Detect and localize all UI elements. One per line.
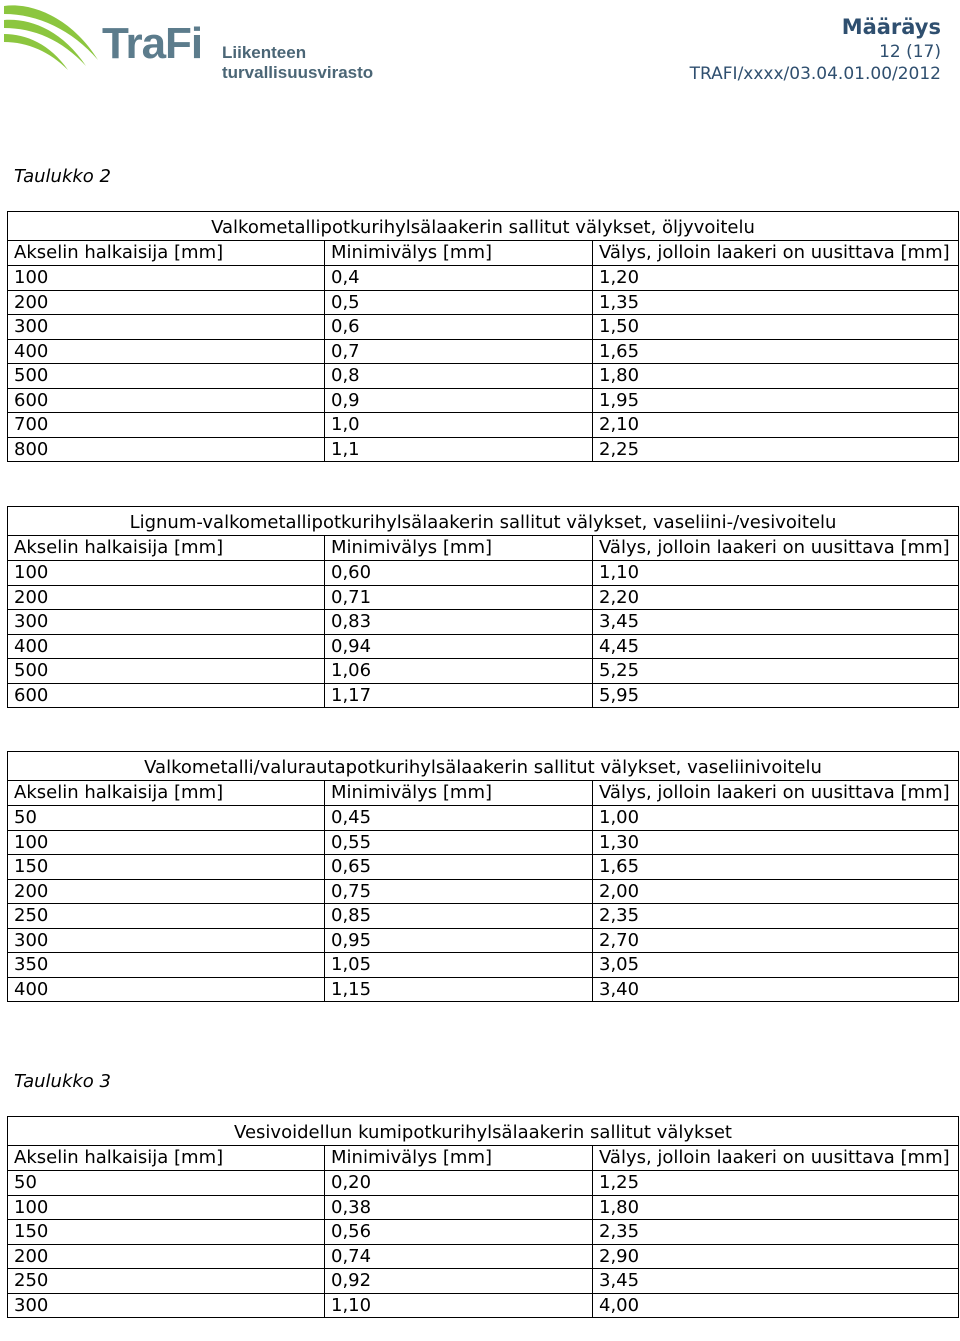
header-cell: Akselin halkaisija [mm]: [8, 781, 325, 806]
table-row: [8, 855, 959, 880]
header-cell: Minimivälys [mm]: [325, 536, 593, 561]
table-cell: 1,17: [325, 683, 593, 708]
table-cell: 1,10: [593, 561, 959, 586]
table-cell: 4,45: [593, 634, 959, 659]
table-cell: 50: [8, 806, 325, 831]
table-cell: 1,00: [593, 806, 959, 831]
table-cell: 2,00: [593, 879, 959, 904]
table-cell: 0,60: [325, 561, 593, 586]
table-caption-row: [8, 212, 959, 241]
table-row: [8, 315, 959, 340]
table-cell: 1,65: [593, 855, 959, 880]
table-row: [8, 830, 959, 855]
table-cell: 1,65: [593, 339, 959, 364]
table-row: [8, 953, 959, 978]
table-row: [8, 1244, 959, 1269]
table-cell: 0,5: [325, 290, 593, 315]
table-row: [8, 879, 959, 904]
table-row: [8, 977, 959, 1002]
table-cell: 2,25: [593, 437, 959, 462]
table-cell: 1,0: [325, 413, 593, 438]
table-cell: 0,45: [325, 806, 593, 831]
table-cell: 0,9: [325, 388, 593, 413]
table-row: [8, 904, 959, 929]
table-cell: 5,95: [593, 683, 959, 708]
document-id: TRAFI/xxxx/03.04.01.00/2012: [689, 64, 941, 84]
header-cell: Välys, jolloin laakeri on uusittava [mm]: [593, 536, 959, 561]
table-cell: 600: [8, 388, 325, 413]
table-caption: Valkometallipotkurihylsälaakerin sallitut välykset, öljyvoitelu: [8, 212, 959, 241]
table-cell: 0,38: [325, 1195, 593, 1220]
table-cell: 5,25: [593, 659, 959, 684]
table-caption: Valkometalli/valurautapotkurihylsälaakerin sallitut välykset, vaseliinivoitelu: [8, 752, 959, 781]
table-row: [8, 585, 959, 610]
table-header-row: [8, 781, 959, 806]
table-cell: 800: [8, 437, 325, 462]
table-cell: 0,83: [325, 610, 593, 635]
document-type: Määräys: [841, 15, 941, 39]
table-row: [8, 683, 959, 708]
section-label-taulukko-3: Taulukko 3: [14, 1071, 111, 1092]
table-cell: 150: [8, 855, 325, 880]
table-cell: 250: [8, 1269, 325, 1294]
table-header-row: [8, 536, 959, 561]
table-caption-row: [8, 507, 959, 536]
header-cell: Välys, jolloin laakeri on uusittava [mm]: [593, 781, 959, 806]
table-cell: 4,00: [593, 1293, 959, 1318]
table-cell: 1,80: [593, 364, 959, 389]
table-cell: 600: [8, 683, 325, 708]
table-cell: 350: [8, 953, 325, 978]
table-cell: 200: [8, 585, 325, 610]
page-number: 12 (17): [879, 42, 941, 62]
header-cell: Minimivälys [mm]: [325, 1146, 593, 1171]
table-cell: 2,20: [593, 585, 959, 610]
table-cell: 2,90: [593, 1244, 959, 1269]
table-row: [8, 290, 959, 315]
header-cell: Välys, jolloin laakeri on uusittava [mm]: [593, 1146, 959, 1171]
table-cell: 150: [8, 1220, 325, 1245]
table-cell: 1,25: [593, 1171, 959, 1196]
table-cell: 100: [8, 830, 325, 855]
table-cell: 100: [8, 266, 325, 291]
table-row: [8, 1195, 959, 1220]
table-vaseliinivoitelu: [7, 751, 959, 1002]
table-cell: 300: [8, 928, 325, 953]
table-caption: Lignum-valkometallipotkurihylsälaakerin sallitut välykset, vaseliini-/vesivoitelu: [8, 507, 959, 536]
trafi-logo: [2, 0, 442, 80]
table-cell: 1,1: [325, 437, 593, 462]
table-cell: 0,75: [325, 879, 593, 904]
table-cell: 2,10: [593, 413, 959, 438]
table-row: [8, 1171, 959, 1196]
table-cell: 300: [8, 1293, 325, 1318]
table-cell: 0,8: [325, 364, 593, 389]
table-cell: 0,6: [325, 315, 593, 340]
header-cell: Minimivälys [mm]: [325, 241, 593, 266]
table-cell: 100: [8, 1195, 325, 1220]
table-cell: 1,95: [593, 388, 959, 413]
table-row: [8, 1220, 959, 1245]
table-row: [8, 388, 959, 413]
table-cell: 0,20: [325, 1171, 593, 1196]
table-cell: 1,35: [593, 290, 959, 315]
header-cell: Akselin halkaisija [mm]: [8, 1146, 325, 1171]
table-cell: 2,35: [593, 1220, 959, 1245]
table-cell: 50: [8, 1171, 325, 1196]
table-caption-row: [8, 752, 959, 781]
table-row: [8, 437, 959, 462]
table-row: [8, 659, 959, 684]
table-cell: 2,35: [593, 904, 959, 929]
table-cell: 400: [8, 339, 325, 364]
table-cell: 200: [8, 1244, 325, 1269]
logo-name: TraFi: [102, 19, 203, 68]
table-cell: 500: [8, 659, 325, 684]
table-cell: 1,20: [593, 266, 959, 291]
table-row: [8, 634, 959, 659]
table-cell: 500: [8, 364, 325, 389]
section-label-taulukko-2: Taulukko 2: [14, 166, 111, 187]
table-row: [8, 928, 959, 953]
table-caption-row: [8, 1117, 959, 1146]
table-cell: 1,15: [325, 977, 593, 1002]
table-cell: 1,06: [325, 659, 593, 684]
table-row: [8, 339, 959, 364]
table-cell: 0,94: [325, 634, 593, 659]
table-oljyvoitelu: [7, 211, 959, 462]
table-cell: 3,05: [593, 953, 959, 978]
table-cell: 0,55: [325, 830, 593, 855]
header-cell: Minimivälys [mm]: [325, 781, 593, 806]
header-cell: Akselin halkaisija [mm]: [8, 241, 325, 266]
table-cell: 0,56: [325, 1220, 593, 1245]
table-cell: 1,80: [593, 1195, 959, 1220]
table-cell: 100: [8, 561, 325, 586]
table-caption: Vesivoidellun kumipotkurihylsälaakerin sallitut välykset: [8, 1117, 959, 1146]
table-row: [8, 1293, 959, 1318]
table-header-row: [8, 241, 959, 266]
table-row: [8, 413, 959, 438]
table-cell: 0,4: [325, 266, 593, 291]
table-row: [8, 1269, 959, 1294]
table-cell: 400: [8, 977, 325, 1002]
table-cell: 0,85: [325, 904, 593, 929]
table-cell: 700: [8, 413, 325, 438]
table-vesivoitelu: [7, 506, 959, 708]
table-row: [8, 266, 959, 291]
table-cell: 1,05: [325, 953, 593, 978]
logo-subtitle: Liikenteen turvallisuusvirasto: [222, 43, 374, 82]
table-cell: 300: [8, 315, 325, 340]
table-cell: 0,7: [325, 339, 593, 364]
table-cell: 1,50: [593, 315, 959, 340]
page-header: [0, 0, 960, 100]
trafi-swoosh-icon: [2, 0, 102, 72]
table-cell: 1,30: [593, 830, 959, 855]
table-row: [8, 610, 959, 635]
table-cell: 400: [8, 634, 325, 659]
table-row: [8, 561, 959, 586]
table-cell: 200: [8, 290, 325, 315]
header-cell: Akselin halkaisija [mm]: [8, 536, 325, 561]
table-cell: 0,71: [325, 585, 593, 610]
table-cell: 3,45: [593, 1269, 959, 1294]
table-cell: 0,65: [325, 855, 593, 880]
table-cell: 3,45: [593, 610, 959, 635]
table-cell: 0,92: [325, 1269, 593, 1294]
table-row: [8, 806, 959, 831]
table-cell: 0,95: [325, 928, 593, 953]
table-cell: 200: [8, 879, 325, 904]
table-cell: 2,70: [593, 928, 959, 953]
table-cell: 3,40: [593, 977, 959, 1002]
table-cell: 0,74: [325, 1244, 593, 1269]
table-header-row: [8, 1146, 959, 1171]
table-cell: 300: [8, 610, 325, 635]
header-cell: Välys, jolloin laakeri on uusittava [mm]: [593, 241, 959, 266]
table-kumipotkurihylsalaakeri: [7, 1116, 959, 1318]
table-cell: 250: [8, 904, 325, 929]
table-row: [8, 364, 959, 389]
table-cell: 1,10: [325, 1293, 593, 1318]
